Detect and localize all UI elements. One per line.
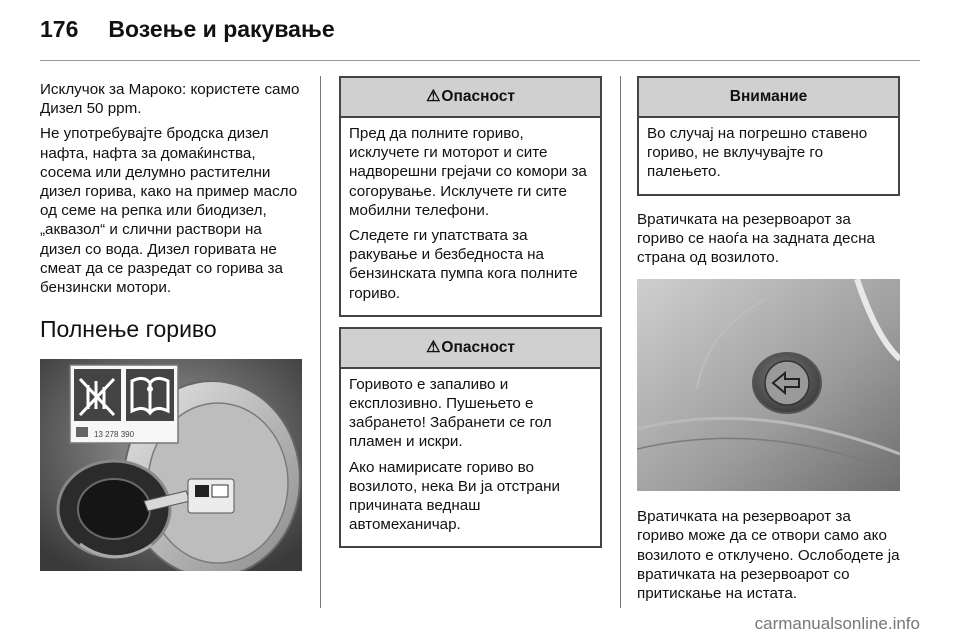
fuel-restriction-text: Не употребувајте бродска дизел нафта, нафта за домаќинства, сосема или делумно растителни дизел горива, како на пример масло од семе на репка или биодизел, „аквазол“ и слични раствори на дизел со вода. Дизел горивата не смеат да се разредат со горива за бензински мотори. [40, 125, 298, 297]
column-divider-1 [320, 76, 321, 608]
header-rule [40, 60, 920, 61]
fuel-door-closed-illustration [637, 279, 900, 491]
fuel-door-illustration [40, 359, 302, 571]
fuel-door-opening-text: Вратичката на резервоарот за гориво може да се отвори само ако возилото е отклучено. Ослободете ја вратичката на резервоарот со притискање на истата. [637, 508, 900, 603]
column-1 [40, 80, 302, 571]
danger-box-2-text-2: Ако намирисате гориво во возилото, нека Ви ја отстрани причината веднаш автомеханичар. [349, 458, 561, 534]
figure-label-code: 13 278 390 [94, 430, 135, 440]
column-3 [637, 76, 900, 609]
danger-box-2-header [341, 329, 600, 369]
danger-box-2-title: Опасност [441, 339, 515, 357]
caution-box-title: Внимание [729, 88, 808, 106]
caution-box-text: Во случај на погрешно ставено гориво, не вклучувајте го палењето. [647, 125, 868, 181]
danger-box-1-title: Опасност [441, 88, 515, 106]
warning-triangle-icon: ⚠ [426, 88, 441, 106]
danger-box-2 [339, 327, 602, 549]
fuel-door-closed-figure [637, 279, 900, 491]
danger-box-1-header [341, 78, 600, 118]
danger-box-1-text-2: Следете ги упатствата за ракување и безбедноста на бензинската пумпа кога полните гориво. [349, 227, 578, 302]
watermark: carmanualsonline.info [754, 614, 920, 633]
caution-box [637, 76, 900, 196]
page-number: 176 [40, 16, 79, 42]
warning-triangle-icon: ⚠ [426, 339, 441, 357]
fuel-door-location-text: Вратичката на резервоарот за гориво се наоѓа на задната десна страна од возилото. [637, 210, 875, 267]
column-2 [339, 76, 602, 556]
page-title: Возење и ракување [108, 16, 335, 42]
caution-box-header [639, 78, 898, 118]
section-heading-refuelling: Полнење гориво [40, 316, 217, 343]
column-divider-2 [620, 76, 621, 608]
morocco-exception-text: Исклучок за Мароко: користете само Дизел 50 ppm. [40, 81, 300, 118]
fuel-door-figure [40, 359, 302, 571]
danger-box-2-text-1: Горивото е запаливо и експлозивно. Пушењето е забрането! Забранети се гол пламен и искри. [349, 375, 552, 451]
page-header [40, 16, 335, 50]
danger-box-1-text-1: Пред да полните гориво, исклучете ги моторот и сите надворешни грејачи со комори за согорување. Исклучете ги сите мобилни телефони. [349, 125, 587, 219]
danger-box-1 [339, 76, 602, 317]
